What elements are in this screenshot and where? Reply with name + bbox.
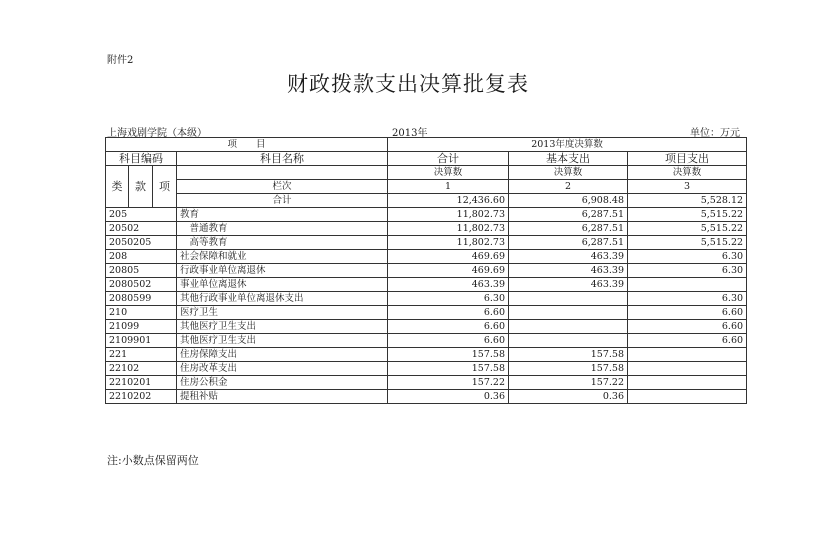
project-value-cell — [628, 348, 747, 362]
column-number-2: 2 — [509, 180, 628, 194]
basic-sub-header: 决算数 — [509, 166, 628, 180]
total-value-cell: 0.36 — [388, 390, 509, 404]
table-row — [106, 362, 747, 376]
subject-name-cell: 其他医疗卫生支出 — [177, 320, 388, 334]
subject-code-cell: 205 — [106, 208, 177, 222]
item-header: 项 目 — [106, 138, 388, 152]
table-row — [106, 292, 747, 306]
subject-code-cell: 221 — [106, 348, 177, 362]
subject-code-cell: 22102 — [106, 362, 177, 376]
lei-header: 类 — [106, 166, 129, 208]
subject-code-cell: 21099 — [106, 320, 177, 334]
subject-code-cell: 2210202 — [106, 390, 177, 404]
project-value-cell: 6.60 — [628, 334, 747, 348]
budget-group-header: 2013年度决算数 — [388, 138, 747, 152]
table-row — [106, 334, 747, 348]
subject-name-cell: 高等教育 — [177, 236, 388, 250]
subject-name-cell: 提租补贴 — [177, 390, 388, 404]
subject-name-cell: 其他行政事业单位离退休支出 — [177, 292, 388, 306]
basic-value-cell: 6,287.51 — [509, 236, 628, 250]
grand-total-row — [106, 194, 747, 208]
basic-value-cell: 0.36 — [509, 390, 628, 404]
subject-name-cell: 事业单位离退休 — [177, 278, 388, 292]
project-value-cell: 6.60 — [628, 306, 747, 320]
total-value-cell: 6.60 — [388, 334, 509, 348]
subject-code-cell: 2080502 — [106, 278, 177, 292]
total-value-cell: 157.22 — [388, 376, 509, 390]
subject-code-cell: 20805 — [106, 264, 177, 278]
subject-code-cell: 2080599 — [106, 292, 177, 306]
total-value-cell: 11,802.73 — [388, 222, 509, 236]
basic-value-cell — [509, 306, 628, 320]
subject-name-cell: 医疗卫生 — [177, 306, 388, 320]
report-year: 2013年 — [392, 128, 428, 139]
total-value-cell: 11,802.73 — [388, 236, 509, 250]
table-row — [106, 208, 747, 222]
subject-name-cell: 社会保障和就业 — [177, 250, 388, 264]
subject-name-cell: 住房保障支出 — [177, 348, 388, 362]
data-rows — [106, 208, 747, 404]
total-value-cell: 6.30 — [388, 292, 509, 306]
header-row-sub — [106, 166, 747, 180]
table-row — [106, 320, 747, 334]
unit-label: 单位：万元 — [690, 128, 740, 139]
xiang-header: 项 — [153, 166, 177, 208]
total-value-cell: 469.69 — [388, 250, 509, 264]
total-value-cell: 11,802.73 — [388, 208, 509, 222]
project-value-cell — [628, 390, 747, 404]
table-row — [106, 222, 747, 236]
total-value-cell: 6.60 — [388, 306, 509, 320]
subject-code-cell: 20502 — [106, 222, 177, 236]
total-sub-header: 决算数 — [388, 166, 509, 180]
subject-code-cell: 2210201 — [106, 376, 177, 390]
name-sub-header — [177, 166, 388, 180]
subject-name-cell: 教育 — [177, 208, 388, 222]
table-row — [106, 348, 747, 362]
table-row — [106, 306, 747, 320]
basic-value-cell: 463.39 — [509, 250, 628, 264]
project-value-cell: 5,515.22 — [628, 208, 747, 222]
name-header: 科目名称 — [177, 152, 388, 166]
project-value-cell — [628, 278, 747, 292]
project-sub-header: 决算数 — [628, 166, 747, 180]
basic-header: 基本支出 — [509, 152, 628, 166]
basic-value-cell — [509, 292, 628, 306]
budget-table — [105, 137, 747, 404]
header-row-item — [106, 138, 747, 152]
project-value-cell: 5,515.22 — [628, 222, 747, 236]
column-number-row — [106, 180, 747, 194]
project-header: 项目支出 — [628, 152, 747, 166]
column-row-label: 栏次 — [177, 180, 388, 194]
project-value-cell: 6.30 — [628, 292, 747, 306]
total-value-cell: 157.58 — [388, 348, 509, 362]
attachment-label: 附件2 — [107, 55, 134, 66]
project-value-cell: 6.60 — [628, 320, 747, 334]
code-header: 科目编码 — [106, 152, 177, 166]
basic-value-cell — [509, 320, 628, 334]
footnote: 注:小数点保留两位 — [107, 454, 199, 467]
basic-value-cell: 463.39 — [509, 278, 628, 292]
project-value-cell: 6.30 — [628, 250, 747, 264]
grand-total-value: 12,436.60 — [388, 194, 509, 208]
subject-code-cell: 210 — [106, 306, 177, 320]
table-row — [106, 390, 747, 404]
project-value-cell — [628, 376, 747, 390]
table-row — [106, 250, 747, 264]
total-value-cell: 6.60 — [388, 320, 509, 334]
subject-name-cell: 住房公积金 — [177, 376, 388, 390]
organization-name: 上海戏剧学院（本级） — [107, 128, 207, 139]
grand-total-basic: 6,908.48 — [509, 194, 628, 208]
project-value-cell — [628, 362, 747, 376]
table-row — [106, 236, 747, 250]
table-row — [106, 376, 747, 390]
column-number-3: 3 — [628, 180, 747, 194]
basic-value-cell: 463.39 — [509, 264, 628, 278]
subject-name-cell: 其他医疗卫生支出 — [177, 334, 388, 348]
subject-code-cell: 208 — [106, 250, 177, 264]
subject-code-cell: 2050205 — [106, 236, 177, 250]
basic-value-cell: 157.58 — [509, 362, 628, 376]
subject-code-cell: 2109901 — [106, 334, 177, 348]
total-value-cell: 463.39 — [388, 278, 509, 292]
basic-value-cell: 157.58 — [509, 348, 628, 362]
grand-total-project: 5,528.12 — [628, 194, 747, 208]
total-header: 合计 — [388, 152, 509, 166]
page-title: 财政拨款支出决算批复表 — [287, 72, 529, 96]
subject-name-cell: 住房改革支出 — [177, 362, 388, 376]
basic-value-cell: 6,287.51 — [509, 208, 628, 222]
column-number-1: 1 — [388, 180, 509, 194]
kuan-header: 款 — [129, 166, 153, 208]
table-row — [106, 278, 747, 292]
basic-value-cell: 157.22 — [509, 376, 628, 390]
basic-value-cell — [509, 334, 628, 348]
subject-name-cell: 普通教育 — [177, 222, 388, 236]
project-value-cell: 5,515.22 — [628, 236, 747, 250]
table-row — [106, 264, 747, 278]
total-value-cell: 157.58 — [388, 362, 509, 376]
subject-name-cell: 行政事业单位离退休 — [177, 264, 388, 278]
basic-value-cell: 6,287.51 — [509, 222, 628, 236]
total-row-label: 合计 — [177, 194, 388, 208]
total-value-cell: 469.69 — [388, 264, 509, 278]
header-row-columns — [106, 152, 747, 166]
project-value-cell: 6.30 — [628, 264, 747, 278]
